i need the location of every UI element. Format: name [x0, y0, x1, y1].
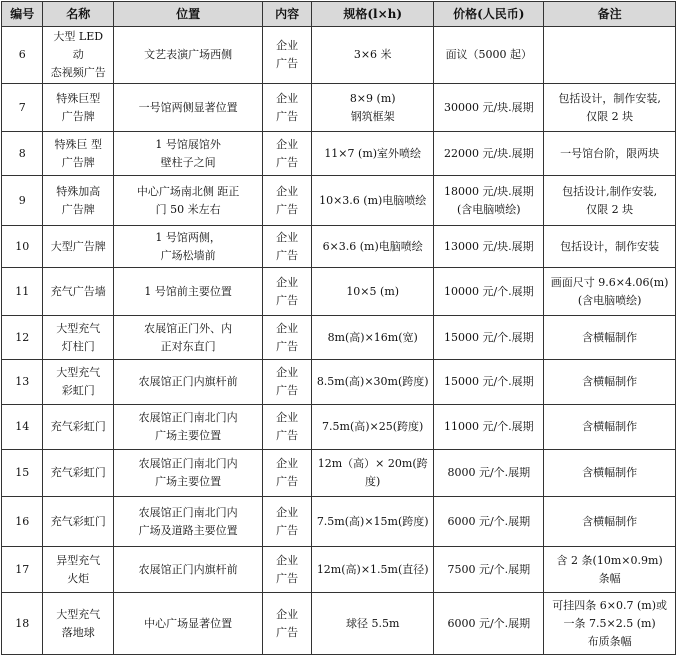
table-row — [2, 547, 676, 593]
cell-id: 9 — [2, 176, 43, 226]
cell-content: 企业 广告 — [263, 497, 312, 547]
table-row — [2, 360, 676, 405]
cell-location: 农展馆正门南北门内 广场主要位置 — [113, 405, 262, 450]
cell-id: 11 — [2, 268, 43, 316]
cell-id: 10 — [2, 226, 43, 268]
cell-location: 农展馆正门外、内 正对东直门 — [113, 316, 262, 360]
cell-content: 企业 广告 — [263, 450, 312, 497]
cell-note: 包括设计,制作安装, 仅限 2 块 — [544, 176, 676, 226]
cell-location: 农展馆正门南北门内 广场主要位置 — [113, 450, 262, 497]
cell-note: 包括设计，制作安装, 仅限 2 块 — [544, 84, 676, 132]
cell-name: 充气广告墙 — [43, 268, 114, 316]
cell-content: 企业 广告 — [263, 268, 312, 316]
cell-name: 大型广告牌 — [43, 226, 114, 268]
cell-price: 15000 元/个.展期 — [434, 360, 544, 405]
cell-note: 可挂四条 6×0.7 (m)或 一条 7.5×2.5 (m) 布质条幅 — [544, 593, 676, 655]
table-row — [2, 316, 676, 360]
cell-size: 7.5m(高)×15m(跨度) — [312, 497, 434, 547]
cell-price: 18000 元/块.展期 (含电脑喷绘) — [434, 176, 544, 226]
cell-content: 企业 广告 — [263, 27, 312, 84]
advertising-price-table — [1, 1, 676, 655]
cell-content: 企业 广告 — [263, 176, 312, 226]
table-row — [2, 132, 676, 176]
table-row — [2, 84, 676, 132]
cell-note — [544, 27, 676, 84]
header-name: 名称 — [43, 2, 114, 27]
header-id: 编号 — [2, 2, 43, 27]
cell-price: 6000 元/个.展期 — [434, 593, 544, 655]
cell-size: 11×7 (m)室外喷绘 — [312, 132, 434, 176]
cell-size: 8×9 (m) 钢筑框架 — [312, 84, 434, 132]
header-size: 规格(l×h) — [312, 2, 434, 27]
cell-name: 大型充气 彩虹门 — [43, 360, 114, 405]
cell-size: 12m(高)×1.5m(直径) — [312, 547, 434, 593]
cell-content: 企业 广告 — [263, 84, 312, 132]
cell-name: 特殊加高 广告牌 — [43, 176, 114, 226]
cell-note: 含横幅制作 — [544, 450, 676, 497]
header-location: 位置 — [113, 2, 262, 27]
cell-note: 一号馆台阶，限两块 — [544, 132, 676, 176]
table-row — [2, 27, 676, 84]
cell-content: 企业 广告 — [263, 405, 312, 450]
cell-id: 6 — [2, 27, 43, 84]
cell-price: 13000 元/块.展期 — [434, 226, 544, 268]
cell-price: 7500 元/个.展期 — [434, 547, 544, 593]
cell-name: 特殊巨 型 广告牌 — [43, 132, 114, 176]
cell-name: 大型充气 灯柱门 — [43, 316, 114, 360]
cell-note: 含横幅制作 — [544, 405, 676, 450]
cell-location: 中心广场南北侧 距正 门 50 米左右 — [113, 176, 262, 226]
cell-name: 大型充气 落地球 — [43, 593, 114, 655]
cell-content: 企业 广告 — [263, 593, 312, 655]
cell-note: 含横幅制作 — [544, 497, 676, 547]
cell-id: 17 — [2, 547, 43, 593]
cell-price: 22000 元/块.展期 — [434, 132, 544, 176]
cell-price: 10000 元/个.展期 — [434, 268, 544, 316]
cell-content: 企业 广告 — [263, 360, 312, 405]
cell-id: 12 — [2, 316, 43, 360]
header-note: 备注 — [544, 2, 676, 27]
table-row — [2, 226, 676, 268]
cell-name: 特殊巨型 广告牌 — [43, 84, 114, 132]
cell-size: 8.5m(高)×30m(跨度) — [312, 360, 434, 405]
cell-price: 8000 元/个.展期 — [434, 450, 544, 497]
table-row — [2, 497, 676, 547]
cell-size: 12m（高）× 20m(跨 度) — [312, 450, 434, 497]
cell-content: 企业 广告 — [263, 226, 312, 268]
cell-size: 8m(高)×16m(宽) — [312, 316, 434, 360]
cell-location: 一号馆两侧显著位置 — [113, 84, 262, 132]
cell-price: 面议（5000 起） — [434, 27, 544, 84]
table-header-row — [2, 2, 676, 27]
cell-name: 大型 LED 动 态视频广告 — [43, 27, 114, 84]
cell-location: 农展馆正门内旗杆前 — [113, 547, 262, 593]
cell-location: 1 号馆两侧， 广场松墙前 — [113, 226, 262, 268]
cell-price: 6000 元/个.展期 — [434, 497, 544, 547]
cell-id: 18 — [2, 593, 43, 655]
cell-note: 画面尺寸 9.6×4.06(m) (含电脑喷绘) — [544, 268, 676, 316]
cell-location: 农展馆正门内旗杆前 — [113, 360, 262, 405]
cell-size: 10×3.6 (m)电脑喷绘 — [312, 176, 434, 226]
table-row — [2, 268, 676, 316]
header-content: 内容 — [263, 2, 312, 27]
cell-note: 包括设计，制作安装 — [544, 226, 676, 268]
cell-name: 充气彩虹门 — [43, 405, 114, 450]
cell-location: 1 号馆前主要位置 — [113, 268, 262, 316]
cell-content: 企业 广告 — [263, 316, 312, 360]
table-row — [2, 176, 676, 226]
cell-location: 中心广场显著位置 — [113, 593, 262, 655]
cell-id: 15 — [2, 450, 43, 497]
cell-price: 11000 元/个.展期 — [434, 405, 544, 450]
cell-content: 企业 广告 — [263, 547, 312, 593]
cell-size: 球径 5.5m — [312, 593, 434, 655]
cell-note: 含 2 条(10m×0.9m) 条幅 — [544, 547, 676, 593]
header-price: 价格(人民币) — [434, 2, 544, 27]
cell-content: 企业 广告 — [263, 132, 312, 176]
cell-size: 3×6 米 — [312, 27, 434, 84]
cell-id: 16 — [2, 497, 43, 547]
cell-name: 充气彩虹门 — [43, 450, 114, 497]
cell-price: 15000 元/个.展期 — [434, 316, 544, 360]
cell-size: 7.5m(高)×25(跨度) — [312, 405, 434, 450]
cell-name: 异型充气 火炬 — [43, 547, 114, 593]
cell-id: 8 — [2, 132, 43, 176]
cell-price: 30000 元/块.展期 — [434, 84, 544, 132]
table-row — [2, 450, 676, 497]
cell-note: 含横幅制作 — [544, 360, 676, 405]
cell-location: 1 号馆展馆外 壁柱子之间 — [113, 132, 262, 176]
cell-note: 含横幅制作 — [544, 316, 676, 360]
cell-id: 13 — [2, 360, 43, 405]
table-row — [2, 405, 676, 450]
table-body — [2, 27, 676, 655]
cell-id: 7 — [2, 84, 43, 132]
cell-id: 14 — [2, 405, 43, 450]
cell-size: 10×5 (m) — [312, 268, 434, 316]
cell-name: 充气彩虹门 — [43, 497, 114, 547]
table-row — [2, 593, 676, 655]
cell-location: 文艺表演广场西侧 — [113, 27, 262, 84]
cell-size: 6×3.6 (m)电脑喷绘 — [312, 226, 434, 268]
cell-location: 农展馆正门南北门内 广场及道路主要位置 — [113, 497, 262, 547]
